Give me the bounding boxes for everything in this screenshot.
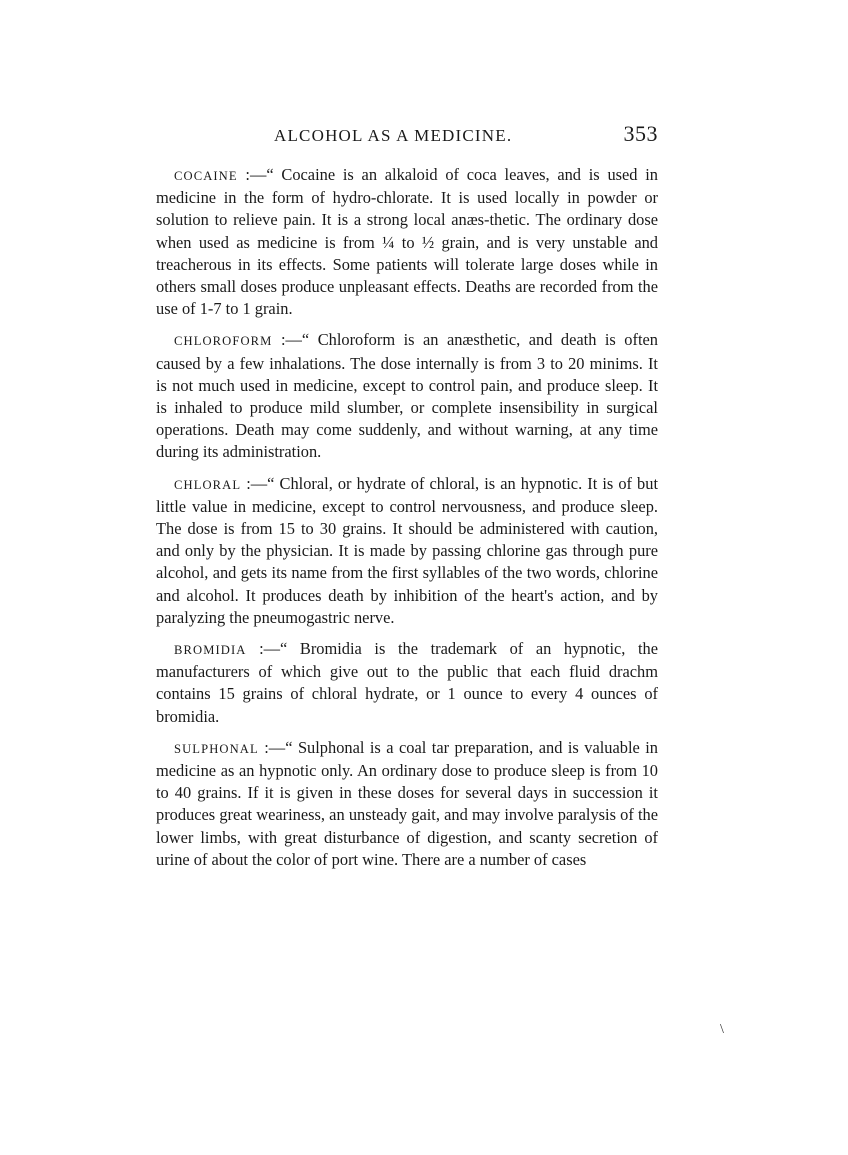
term-chloral: CHLORAL [174, 477, 242, 492]
paragraph-lead: :—“ [241, 473, 280, 493]
paragraph-bromidia [156, 638, 658, 728]
term-bromidia: BROMIDIA [174, 643, 247, 658]
paragraph-text: Cocaine is an alkaloid of coca leaves, and is used in medicine in the form of hydro-chlorate. It is used locally in powder or solution to relieve pain. It is a strong local anæs-thetic. The ordinary dose when used as medicine is from ¼ to ½ grain, and is very unstable and treacherous in its effects. Some patients will tolerate large doses while in others small doses produce unpleasant effects. Deaths are recorded from the use of 1-7 to 1 grain. [156, 165, 658, 319]
paragraph-cocaine [156, 164, 658, 320]
running-title: ALCOHOL AS A MEDICINE. [274, 126, 513, 145]
body-text [156, 164, 658, 880]
margin-mark: \ [720, 1022, 724, 1037]
paragraph-sulphonal [156, 737, 658, 871]
paragraph-lead: :—“ [258, 737, 298, 757]
paragraph-text: Chloral, or hydrate of chloral, is an hypnotic. It is of but little value in medicine, except to control nervousness, and produce sleep. The dose is from 15 to 30 grains. It should be administered with caution, and only by the physician. It is made by passing chlorine gas through pure alcohol, and gets its name from the first syllables of the two words, chlorine and alcohol. It produces death by inhibition of the heart's action, and by paralyzing the pneumogastric nerve. [156, 473, 658, 627]
term-sulphonal: SULPHONAL [174, 741, 259, 756]
paragraph-lead: :—“ [237, 165, 282, 184]
term-cocaine: COCAINE [174, 169, 238, 183]
running-head [156, 121, 658, 154]
term-chloroform: CHLOROFORM [174, 334, 273, 349]
paragraph-chloroform [156, 329, 658, 463]
paragraph-lead: :—“ [272, 330, 318, 350]
paragraph-lead: :—“ [246, 639, 300, 659]
paragraph-text: Sulphonal is a coal tar preparation, and is valuable in medicine as an hypnotic only. An ordinary dose to produce sleep is from 10 to 40 grains. If it is given in these doses for several days in succession it produces great weariness, an unsteady gait, and may involve paralysis of the lower limbs, with great disturbance of digestion, and scanty secretion of urine of about the color of port wine. There are a number of cases [156, 737, 658, 869]
paragraph-text: Chloroform is an anæsthetic, and death is often caused by a few inhalations. The dose internally is from 3 to 20 minims. It is not much used in medicine, except to control pain, and produce sleep. It is inhaled to produce mild slumber, or complete insensibility in surgical operations. Death may come suddenly, and without warning, at any time during its administration. [156, 330, 658, 462]
paragraph-text: Bromidia is the trademark of an hypnotic, the manufacturers of which give out to the public that each fluid drachm contains 15 grains of chloral hydrate, or 1 ounce to every 4 ounces of bromidia. [156, 639, 658, 726]
paragraph-chloral [156, 473, 658, 629]
page-number: 353 [623, 121, 658, 146]
